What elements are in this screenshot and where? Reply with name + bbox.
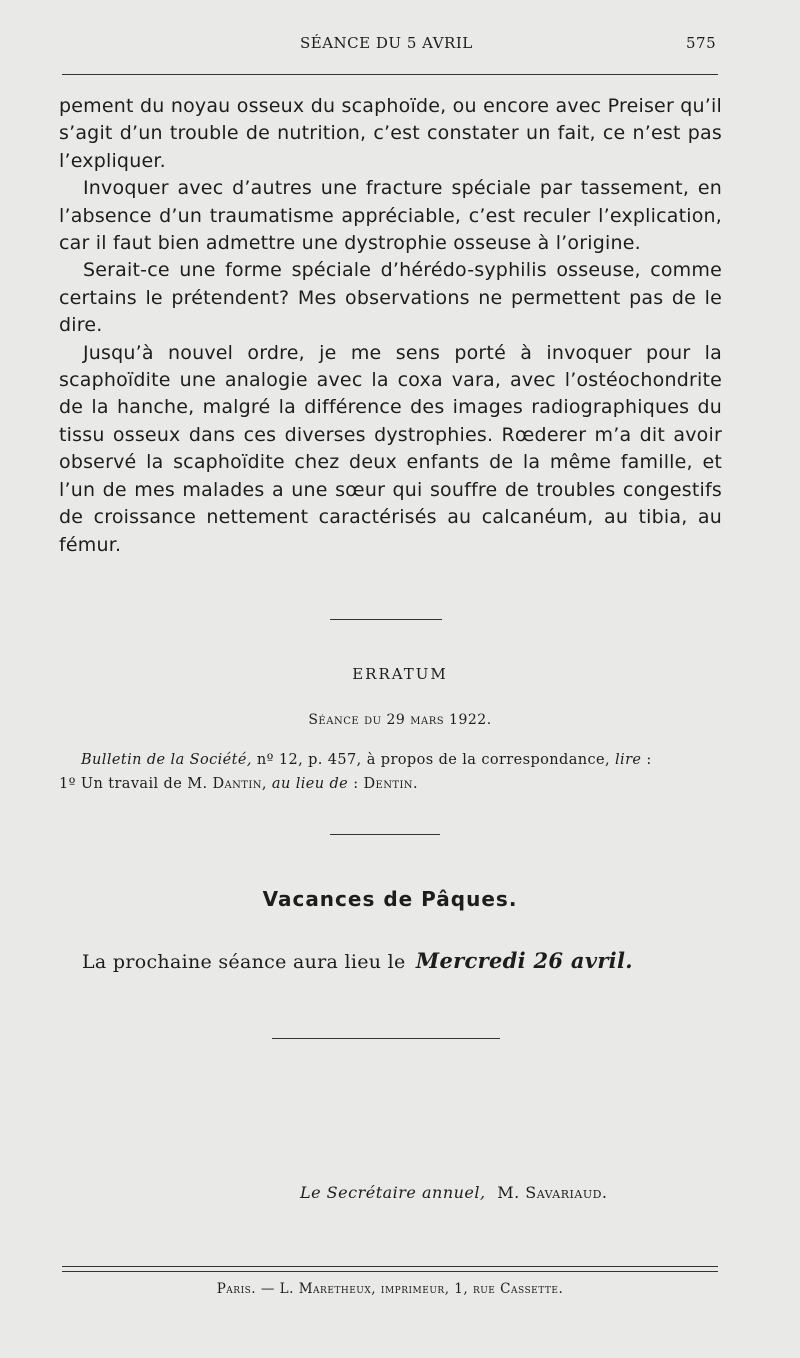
running-header <box>0 34 800 58</box>
erratum-line <box>59 748 723 772</box>
section-divider <box>272 1038 500 1039</box>
erratum-wrong-name: Dentin. <box>363 776 418 792</box>
erratum-body <box>59 748 723 796</box>
erratum-seance: Séance du 29 mars 1922. <box>308 712 492 728</box>
erratum-colon: : <box>353 776 359 792</box>
signature <box>300 1183 720 1202</box>
paragraph: Serait-ce une forme spéciale d’hérédo-syphilis osseuse, comme certains le prétendent? Mes observations ne permettent pas de le dire. <box>59 259 722 337</box>
paragraph: pement du noyau osseux du scaphoïde, ou encore avec Preiser qu’il s’agit d’un trouble de nutrition, c’est constater un fait, ce n’est pas l’expliquer. <box>59 95 722 172</box>
erratum-line <box>59 772 723 796</box>
erratum-lire: lire <box>615 752 642 768</box>
paragraph: Jusqu’à nouvel ordre, je me sens porté à invoquer pour la scaphoïdite une analogie avec la coxa vara, avec l’ostéochondrite de la hanche, malgré la différence des images radiographiques du tissu osseux dans ces diverses dystrophies. Rœderer m’a dit avoir observé la scaphoïdite chez deux enfants de la même famille, et l’un de mes malades a une sœur qui souffre de troubles congestifs de croissance nettement caractérisés au calcanéum, au tibia, au fémur. <box>59 341 722 556</box>
erratum-colon: : <box>646 752 652 768</box>
footer-rule <box>62 1266 718 1267</box>
printer-imprint: Paris. — L. Maretheux, imprimeur, 1, rue Cassette. <box>216 1281 564 1297</box>
body-text <box>59 93 722 559</box>
header-rule <box>62 74 718 75</box>
page-number: 575 <box>686 34 717 52</box>
running-title: SÉANCE DU 5 AVRIL <box>300 34 473 52</box>
erratum-title: ERRATUM <box>352 665 448 683</box>
section-divider <box>330 619 442 620</box>
footer-rule <box>62 1271 718 1272</box>
signature-role: Le Secrétaire annuel, <box>300 1183 486 1202</box>
next-session-text: La prochaine séance aura lieu le <box>82 951 406 973</box>
erratum-reference: nº 12, p. 457, à propos de la correspondance, <box>256 752 610 768</box>
erratum-bulletin: Bulletin de la Société, <box>81 752 252 768</box>
section-divider <box>330 834 440 835</box>
erratum-correct-name: Dantin, <box>212 776 267 792</box>
next-session-notice <box>82 948 722 973</box>
vacances-title: Vacances de Pâques. <box>262 887 518 911</box>
next-session-date: Mercredi 26 avril. <box>415 948 633 973</box>
signature-name: M. Savariaud. <box>497 1183 608 1202</box>
paragraph: Invoquer avec d’autres une fracture spéciale par tassement, en l’absence d’un traumatisme appréciable, c’est reculer l’explication, car il faut bien admettre une dystrophie osseuse à l’origine. <box>59 177 722 255</box>
erratum-travail: 1º Un travail de M. <box>59 776 208 792</box>
erratum-au-lieu-de: au lieu de <box>271 776 349 792</box>
